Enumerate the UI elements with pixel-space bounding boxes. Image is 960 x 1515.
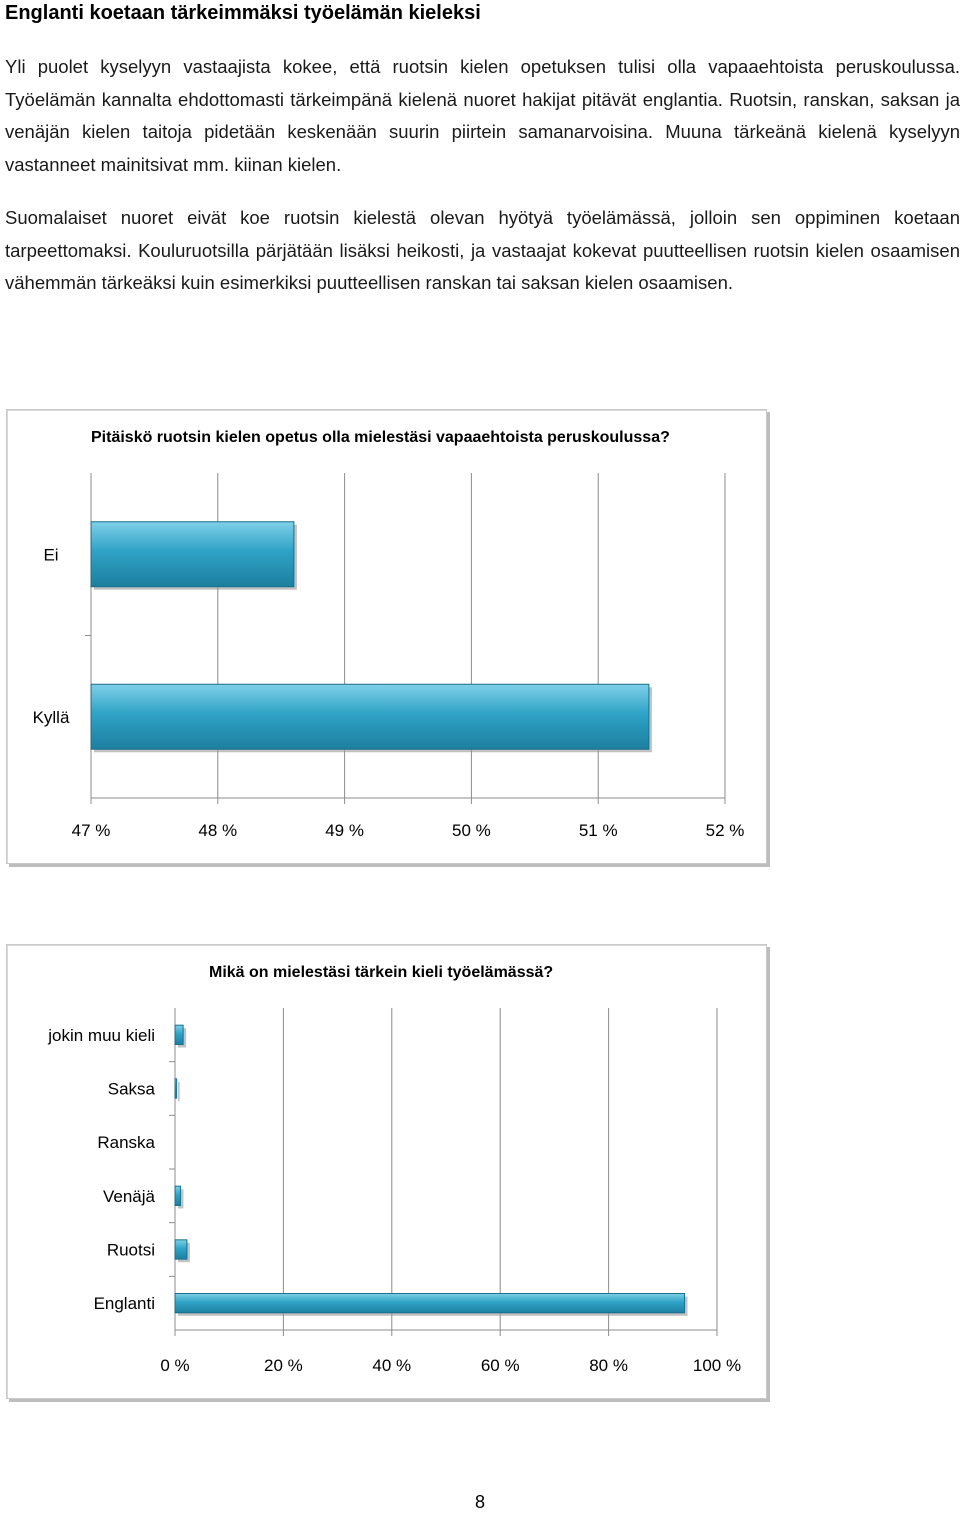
category-label: Ei: [43, 545, 59, 565]
category-label: Englanti: [93, 1294, 155, 1314]
category-label: Saksa: [107, 1079, 155, 1099]
chart-swedish-optional-svg: [7, 410, 766, 863]
x-tick-label: 0 %: [160, 1356, 190, 1375]
bar-ei: [91, 522, 294, 587]
bar-saksa: [175, 1079, 177, 1098]
chart-most-important-language-svg: [7, 945, 766, 1398]
category-label: jokin muu kieli: [48, 1025, 155, 1045]
bar-shadow: [178, 1082, 180, 1101]
bar-jokin-muu-kieli: [175, 1025, 183, 1044]
bar-kyllä: [91, 684, 649, 749]
category-label: Kyllä: [32, 707, 70, 727]
bar-englanti: [175, 1294, 684, 1313]
paragraph-2: Suomalaiset nuoret eivät koe ruotsin kielestä olevan hyötyä työelämässä, jolloin sen oppiminen koetaan tarpeettomaksi. Kouluruotsilla pärjätään lisäksi heikosti, ja vastaajat kokevat puutteellisen ruotsin kielen osaamisen vähemmän tärkeäksi kuin esimerkiksi puutteellisen ranskan tai saksan kielen osaamisen.: [5, 207, 960, 293]
page-number: 8: [474, 1492, 485, 1512]
chart-most-important-language: [6, 944, 767, 1399]
category-label: Ruotsi: [106, 1240, 155, 1260]
x-tick-label: 60 %: [480, 1356, 520, 1375]
x-tick-label: 20 %: [264, 1356, 303, 1375]
x-tick-label: 48 %: [198, 821, 238, 840]
bar-venäjä: [175, 1186, 180, 1205]
paragraph-1: Yli puolet kyselyyn vastaajista kokee, että ruotsin kielen opetuksen tulisi olla vapaaehtoista peruskoulussa. Työelämän kannalta ehdottomasti tärkeimpänä kielenä nuoret hakijat pitävät englantia. Ruotsin, ranskan, saksan ja venäjän kielen taitoja pidetään keskenään suurin piirtein samanarvoisina. Muuna tärkeänä kielenä kyselyyn vastanneet mainitsivat mm. kiinan kielen.: [5, 56, 960, 175]
x-tick-label: 51 %: [578, 821, 618, 840]
bar-ruotsi: [175, 1240, 187, 1259]
x-tick-label: 50 %: [452, 821, 491, 840]
x-tick-label: 100 %: [692, 1356, 742, 1375]
section-heading: Englanti koetaan tärkeimmäksi työelämän kieleksi: [5, 2, 481, 24]
chart-title: Pitäiskö ruotsin kielen opetus olla mielestäsi vapaaehtoista peruskoulussa?: [91, 429, 670, 446]
category-label: Ranska: [97, 1133, 155, 1153]
x-tick-label: 40 %: [372, 1356, 412, 1375]
category-label: Venäjä: [103, 1186, 155, 1206]
chart-swedish-optional: [6, 409, 767, 864]
chart-title: Mikä on mielestäsi tärkein kieli työelämässä?: [209, 964, 554, 981]
x-tick-label: 49 %: [325, 821, 364, 840]
x-tick-label: 47 %: [71, 821, 111, 840]
x-tick-label: 80 %: [589, 1356, 628, 1375]
x-tick-label: 52 %: [705, 821, 745, 840]
